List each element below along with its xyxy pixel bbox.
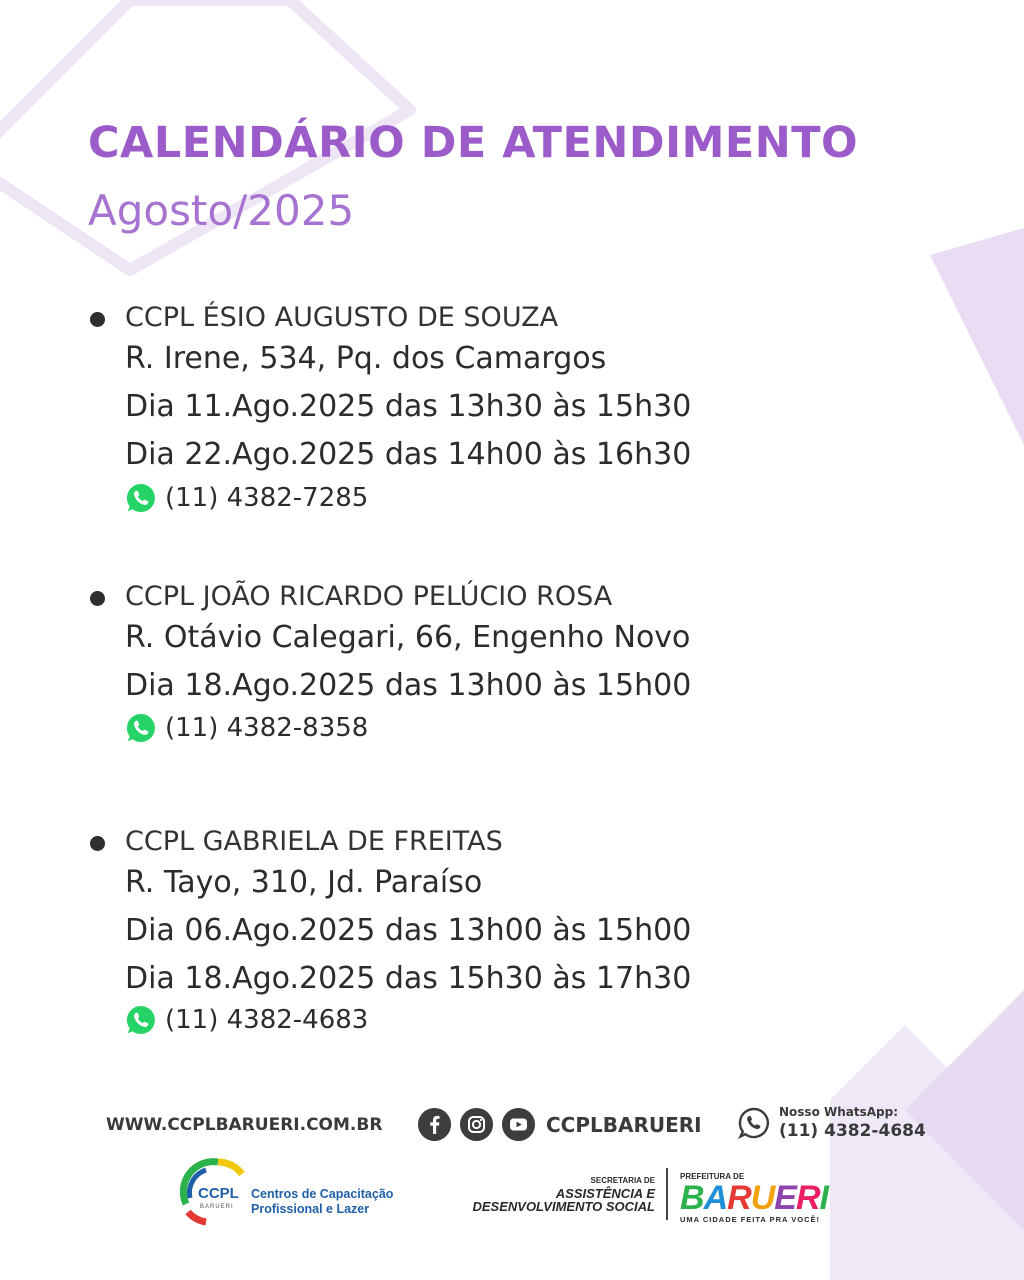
whatsapp-outline-icon [737,1106,771,1140]
location-name: CCPL ÉSIO AUGUSTO DE SOUZA [125,302,559,333]
phone-number: (11) 4382-8358 [165,713,369,743]
whatsapp-label: Nosso WhatsApp: [779,1105,899,1119]
prefeitura-barueri-logo: PREFEITURA DE BARUERI UMA CIDADE FEITA PRA VOCÊ! [680,1172,828,1224]
social-links [418,1108,702,1141]
svg-text:BARUERI: BARUERI [200,1204,234,1210]
whatsapp-icon [125,712,157,744]
location-date: Dia 18.Ago.2025 das 15h30 às 17h30 [125,961,692,996]
ccpl-logo [176,1152,256,1232]
phone-number: (11) 4382-7285 [165,483,369,513]
whatsapp-icon [125,482,157,514]
location-address: R. Otávio Calegari, 66, Engenho Novo [125,620,691,655]
bullet-icon [90,312,105,327]
location-date: Dia 22.Ago.2025 das 14h00 às 16h30 [125,437,692,472]
location-date: Dia 06.Ago.2025 das 13h00 às 15h00 [125,913,692,948]
location-phone[interactable] [125,1004,368,1036]
social-handle[interactable]: CCPLBARUERI [546,1112,702,1137]
location-date: Dia 11.Ago.2025 das 13h30 às 15h30 [125,389,692,424]
barueri-word: BARUERI [680,1179,828,1217]
whatsapp-contact[interactable] [737,1105,926,1141]
website-link[interactable]: WWW.CCPLBARUERI.COM.BR [106,1115,383,1135]
ccpl-name: Centros de Capacitação Profissional e Lazer [251,1187,394,1216]
location-name: CCPL GABRIELA DE FREITAS [125,826,503,857]
location-phone[interactable] [125,712,368,744]
bullet-icon [90,591,105,606]
youtube-icon[interactable] [502,1108,535,1141]
location-address: R. Tayo, 310, Jd. Paraíso [125,865,483,900]
page-subtitle: Agosto/2025 [88,186,355,235]
page-title: CALENDÁRIO DE ATENDIMENTO [88,118,859,168]
divider [666,1168,668,1220]
phone-number: (11) 4382-4683 [165,1005,369,1035]
whatsapp-icon [125,1004,157,1036]
bullet-icon [90,836,105,851]
facebook-icon[interactable] [418,1108,451,1141]
location-date: Dia 18.Ago.2025 das 13h00 às 15h00 [125,668,692,703]
whatsapp-number: (11) 4382-4684 [779,1121,926,1141]
location-phone[interactable] [125,482,368,514]
instagram-icon[interactable] [460,1108,493,1141]
secretaria-logo: SECRETARIA DE ASSISTÊNCIA E DESENVOLVIMENTO SOCIAL [472,1176,655,1214]
location-address: R. Irene, 534, Pq. dos Camargos [125,341,607,376]
svg-text:CCPL: CCPL [198,1185,239,1202]
location-name: CCPL JOÃO RICARDO PELÚCIO ROSA [125,581,613,612]
